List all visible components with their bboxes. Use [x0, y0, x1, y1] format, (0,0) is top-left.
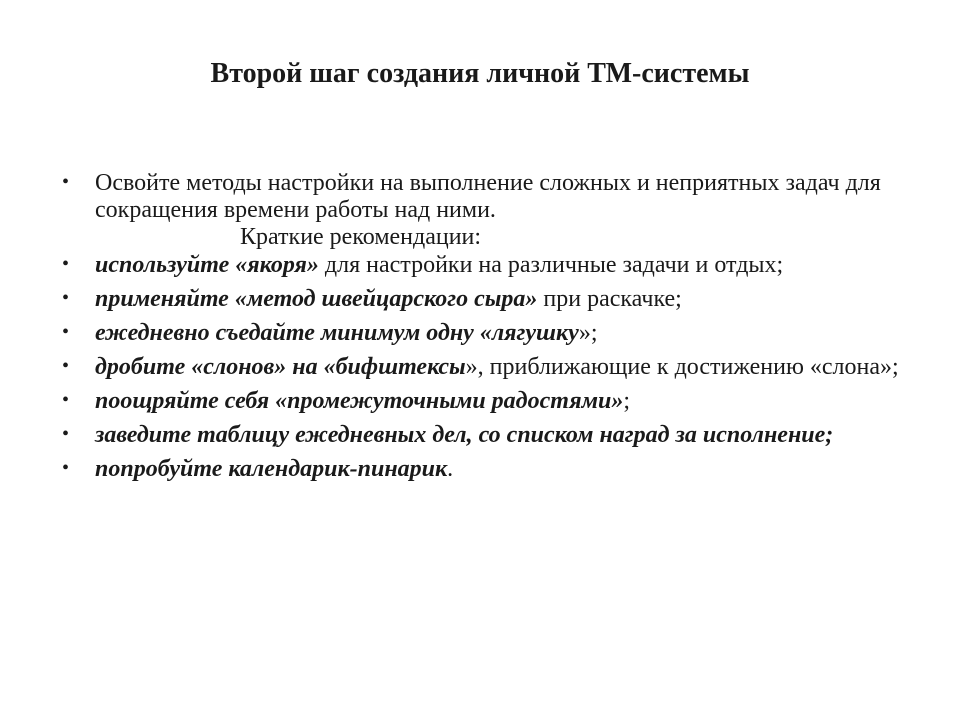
list-item-emphasis: применяйте «метод швейцарского сыра» [95, 286, 538, 312]
list-item-subtext: Краткие рекомендации: [240, 224, 482, 250]
bullet-icon: • [62, 423, 70, 445]
list-item-emphasis: ежедневно съедайте минимум одну «лягушку [95, 320, 579, 346]
list-item-emphasis: используйте «якоря» [95, 252, 319, 278]
list-item-text: при раскачке; [537, 286, 682, 312]
list-item-text: Освойте методы настройки на выполнение сложных и неприятных задач для сокращения времени работы над ними. [95, 170, 881, 223]
list-item-emphasis: заведите таблицу ежедневных дел, со списком наград за исполнение; [95, 422, 834, 448]
list-item-text: », приближающие к достижению «слона»; [465, 354, 899, 380]
bullet-icon: • [62, 287, 70, 309]
bullet-icon: • [62, 321, 70, 343]
list-item [62, 456, 902, 483]
list-item [62, 286, 902, 313]
bullet-icon: • [62, 253, 70, 275]
bullet-icon: • [62, 389, 70, 411]
list-item [62, 252, 902, 279]
list-item-text: . [447, 456, 454, 482]
list-item [62, 170, 902, 251]
list-item-text: для настройки на различные задачи и отдых; [318, 252, 784, 278]
list-item-emphasis: поощряйте себя «промежуточными радостями» [95, 388, 624, 414]
list-item [62, 354, 902, 381]
list-item [62, 320, 902, 347]
list-item-text: »; [578, 320, 598, 346]
bullet-icon: • [62, 457, 70, 479]
list-item-emphasis: попробуйте календарик-пинарик [95, 456, 448, 482]
bullet-icon: • [62, 355, 70, 377]
list-item [62, 422, 902, 449]
list-item [62, 388, 902, 415]
bullet-list [62, 170, 902, 490]
bullet-icon: • [62, 171, 70, 193]
slide-title: Второй шаг создания личной ТМ-системы [210, 58, 750, 89]
list-item-text: ; [623, 388, 631, 414]
list-item-emphasis: дробите «слонов» на «бифштексы [95, 354, 466, 380]
